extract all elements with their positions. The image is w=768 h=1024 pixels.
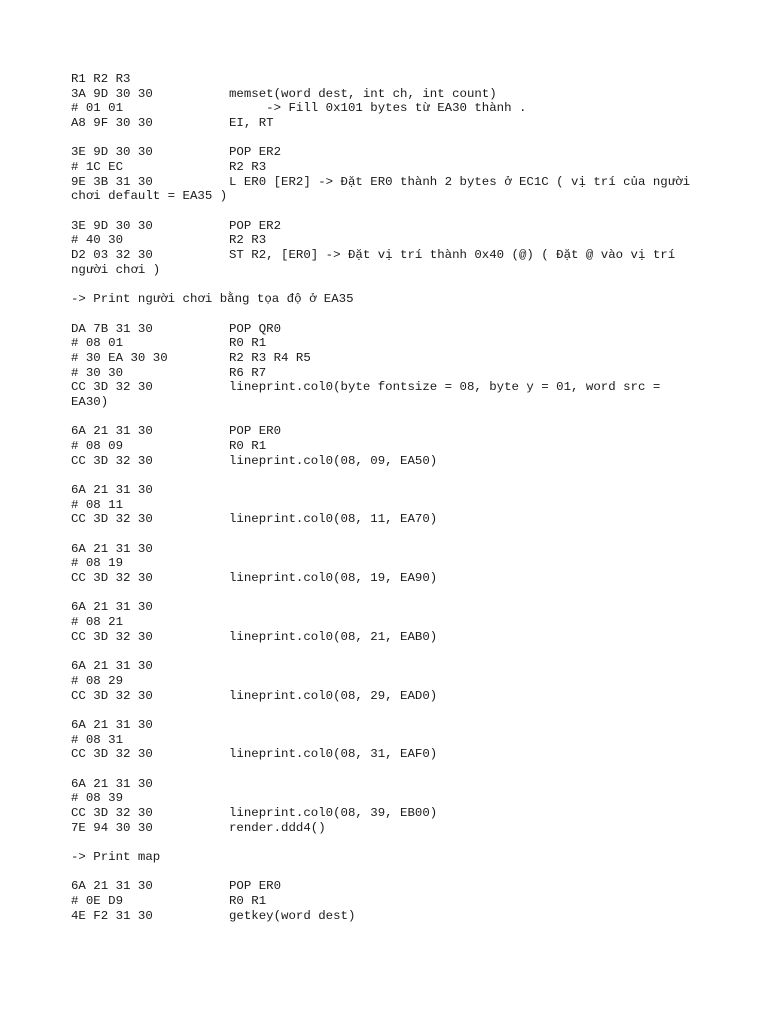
line-instruction-column: POP ER0	[229, 424, 282, 439]
line-hex-column: 6A 21 31 30	[71, 776, 153, 791]
document-line	[71, 542, 153, 557]
document-line	[71, 629, 438, 645]
line-instruction-column: lineprint.col0(08, 21, EAB0)	[229, 629, 438, 644]
document-line	[71, 336, 267, 351]
line-hex-column: 7E 94 30 30	[71, 820, 153, 835]
document-line	[71, 233, 267, 248]
document-line	[71, 160, 267, 175]
line-instruction-column: lineprint.col0(08, 39, EB00)	[229, 806, 438, 820]
document-line	[71, 248, 676, 263]
document-line	[71, 116, 274, 131]
document-line	[71, 189, 227, 204]
line-hex-column: D2 03 32 30	[71, 248, 153, 263]
document-line	[71, 806, 438, 821]
line-instruction-column: POP ER2	[229, 145, 282, 160]
document-line	[71, 483, 153, 498]
line-hex-column: DA 7B 31 30	[71, 321, 153, 336]
document-line	[71, 424, 282, 439]
line-hex-column: # 0E D9	[71, 894, 124, 909]
line-hex-column: CC 3D 32 30	[71, 571, 153, 586]
line-instruction-column: POP ER2	[229, 218, 282, 233]
document-line	[71, 820, 326, 836]
line-instruction-column: ST R2, [ER0] -> Đặt vị trí thành 0x40 (@) ( Đặt @ vào vị trí	[229, 248, 676, 263]
line-hex-column: # 08 31	[71, 732, 124, 747]
line-instruction-column: POP ER0	[229, 879, 282, 894]
document-line	[71, 556, 123, 571]
document-line	[71, 777, 153, 792]
line-hex-column: 3E 9D 30 30	[71, 218, 153, 233]
line-hex-column: CC 3D 32 30	[71, 629, 153, 644]
line-hex-column: # 08 29	[71, 673, 124, 688]
line-hex-column: # 01 01	[71, 101, 124, 116]
line-hex-column: -> Print người chơi bằng tọa độ ở EA35	[71, 292, 354, 307]
line-hex-column: A8 9F 30 30	[71, 116, 153, 131]
line-instruction-column: getkey(word dest)	[229, 908, 356, 923]
line-hex-column: 6A 21 31 30	[71, 659, 153, 674]
line-hex-column: 6A 21 31 30	[71, 424, 153, 439]
line-instruction-column: R2 R3	[229, 160, 267, 175]
document-line	[71, 218, 282, 234]
line-hex-column: 3A 9D 30 30	[71, 86, 153, 101]
line-instruction-column: EI, RT	[229, 116, 274, 131]
line-instruction-column: lineprint.col0(08, 31, EAF0)	[229, 747, 438, 762]
line-hex-column: # 40 30	[71, 233, 124, 248]
document-line	[71, 908, 356, 924]
line-instruction-column: R0 R1	[229, 439, 267, 453]
document-line	[71, 453, 438, 469]
document-line	[71, 72, 131, 87]
line-hex-column: # 1C EC	[71, 160, 124, 175]
line-hex-column: -> Print map	[71, 850, 161, 865]
document-line	[71, 174, 691, 190]
line-hex-column: 6A 21 31 30	[71, 717, 153, 732]
document-line	[71, 86, 497, 102]
line-hex-column: EA30)	[71, 394, 109, 409]
document-line	[71, 733, 123, 748]
document-line	[71, 688, 438, 704]
document-line	[71, 498, 123, 513]
line-hex-column: # 08 01	[71, 336, 124, 351]
document-line	[71, 350, 311, 366]
document-line	[71, 512, 438, 527]
line-hex-column: 6A 21 31 30	[71, 600, 153, 615]
document-line	[71, 380, 661, 395]
line-hex-column: CC 3D 32 30	[71, 747, 153, 762]
line-instruction-column: render.ddd4()	[229, 820, 326, 835]
line-hex-column: 6A 21 31 30	[71, 879, 153, 894]
line-hex-column: CC 3D 32 30	[71, 380, 153, 395]
document-line	[71, 659, 153, 674]
line-hex-column: CC 3D 32 30	[71, 688, 153, 703]
line-instruction-column: R0 R1	[229, 894, 267, 909]
line-hex-column: R1 R2 R3	[71, 72, 131, 86]
line-hex-column: CC 3D 32 30	[71, 806, 153, 820]
line-instruction-column: lineprint.col0(byte fontsize = 08, byte y = 01, word src =	[229, 380, 661, 395]
line-hex-column: CC 3D 32 30	[71, 512, 153, 527]
document-line	[71, 747, 438, 762]
line-instruction-column: L ER0 [ER2] -> Đặt ER0 thành 2 bytes ở EC1C ( vị trí của người	[229, 174, 691, 189]
document-line	[71, 718, 153, 733]
document-line	[71, 615, 123, 630]
line-instruction-column: R0 R1	[229, 336, 267, 351]
document-line	[71, 894, 267, 909]
document-line	[71, 395, 108, 410]
line-hex-column: người chơi )	[71, 262, 161, 277]
document-line	[71, 600, 153, 615]
line-instruction-column: -> Fill 0x101 bytes từ EA30 thành .	[229, 101, 527, 116]
document-line	[71, 101, 527, 116]
line-hex-column: # 08 39	[71, 791, 124, 806]
line-hex-column: 6A 21 31 30	[71, 541, 153, 556]
line-instruction-column: R6 R7	[229, 365, 267, 380]
line-instruction-column: memset(word dest, int ch, int count)	[229, 86, 497, 101]
document-line	[71, 263, 160, 278]
line-hex-column: 9E 3B 31 30	[71, 174, 153, 189]
line-hex-column: # 08 11	[71, 497, 124, 512]
document-line	[71, 791, 123, 806]
line-instruction-column: lineprint.col0(08, 11, EA70)	[229, 512, 438, 527]
line-hex-column: 4E F2 31 30	[71, 908, 153, 923]
line-hex-column: # 08 21	[71, 615, 124, 630]
document-line	[71, 879, 282, 894]
line-hex-column: # 30 30	[71, 365, 124, 380]
line-hex-column: CC 3D 32 30	[71, 453, 153, 468]
document-line	[71, 674, 123, 689]
document-line	[71, 571, 438, 586]
document-line	[71, 365, 267, 381]
line-instruction-column: lineprint.col0(08, 29, EAD0)	[229, 688, 438, 703]
document-line	[71, 439, 267, 454]
line-instruction-column: R2 R3	[229, 233, 267, 248]
line-instruction-column: POP QR0	[229, 321, 282, 336]
line-hex-column: # 08 19	[71, 556, 124, 571]
line-hex-column: 6A 21 31 30	[71, 483, 153, 498]
line-hex-column: # 08 09	[71, 439, 124, 453]
line-hex-column: # 30 EA 30 30	[71, 350, 168, 365]
line-hex-column: 3E 9D 30 30	[71, 145, 153, 160]
document-line	[71, 850, 160, 865]
line-instruction-column: lineprint.col0(08, 19, EA90)	[229, 571, 438, 586]
document-line	[71, 292, 354, 307]
line-instruction-column: lineprint.col0(08, 09, EA50)	[229, 453, 438, 468]
line-instruction-column: R2 R3 R4 R5	[229, 350, 311, 365]
document-line	[71, 321, 282, 337]
line-hex-column: chơi default = EA35 )	[71, 189, 228, 204]
document-line	[71, 145, 282, 160]
